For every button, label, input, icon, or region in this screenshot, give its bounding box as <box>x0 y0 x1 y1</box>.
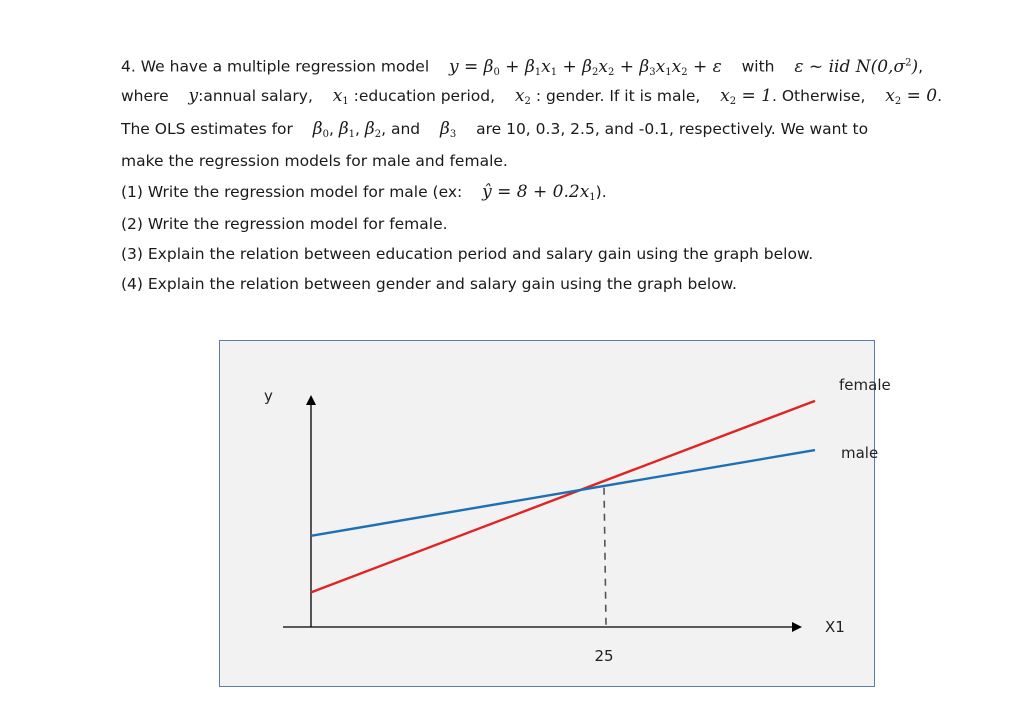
intro-text: We have a multiple regression model <box>140 57 430 76</box>
intersection-dashed-line <box>604 488 606 627</box>
legend-label-female: female <box>839 375 891 394</box>
problem-number: 4. <box>121 57 136 76</box>
question-4: (4) Explain the relation between gender and salary gain using the graph below. <box>121 275 737 293</box>
y-definition: :annual salary, <box>198 87 313 105</box>
with-text: with <box>741 57 775 76</box>
series-line-male <box>311 450 815 536</box>
x-axis-label: X1 <box>825 618 845 636</box>
where-text: where <box>121 87 169 105</box>
x1-definition: :education period, <box>353 87 496 105</box>
ols-intro: The OLS estimates for <box>121 120 293 138</box>
question-1: (1) Write the regression model for male (ex: ŷ = $8 + 0.2x_1$). <box>121 182 607 203</box>
x-tick-label-25: 25 <box>594 647 614 665</box>
problem-line-1: 4. We have a multiple regression model $y = \beta_0 + \beta_1x_1 + \beta_2x_2 + \beta_3x_1x_2 + \varepsilon$ with ε ~ iid $N(0,\sigma^2)$, <box>121 56 924 78</box>
legend-label-male: male <box>841 444 879 463</box>
series-line-female <box>311 401 815 593</box>
question-3: (3) Explain the relation between education period and salary gain using the graph below. <box>121 245 814 263</box>
x2-definition: : gender. If it is male, <box>535 87 701 105</box>
model-equation: $y = \beta_0 + \beta_1x_1 + \beta_2x_2 + \beta_3x_1x_2 + \varepsilon$ <box>449 56 722 78</box>
regression-graph <box>219 340 891 687</box>
problem-line-4: make the regression models for male and female. <box>121 152 508 170</box>
y-axis-label: y <box>264 387 273 405</box>
example-equation: ŷ = $8 + 0.2x_1$ <box>482 182 596 203</box>
error-distribution: ε ~ iid $N(0,\sigma^2)$ <box>794 56 919 77</box>
problem-line-3: The OLS estimates for $\beta_0$, $\beta_1$, $\beta_2$, and $\beta_3$ are 10, 0.3, 2.5, and -0.1, respectively. We want to <box>121 119 869 140</box>
chart-svg <box>220 341 891 688</box>
otherwise-text: . Otherwise, <box>772 87 866 105</box>
ols-values: are 10, 0.3, 2.5, and -0.1, respectively. We want to <box>476 120 869 138</box>
question-2: (2) Write the regression model for female. <box>121 215 448 233</box>
problem-line-2: where y:annual salary, $x_1$ :education period, $x_2$ : gender. If it is male, $x_2 = 1$. Otherwise, $x_2 = 0$. <box>121 86 943 107</box>
